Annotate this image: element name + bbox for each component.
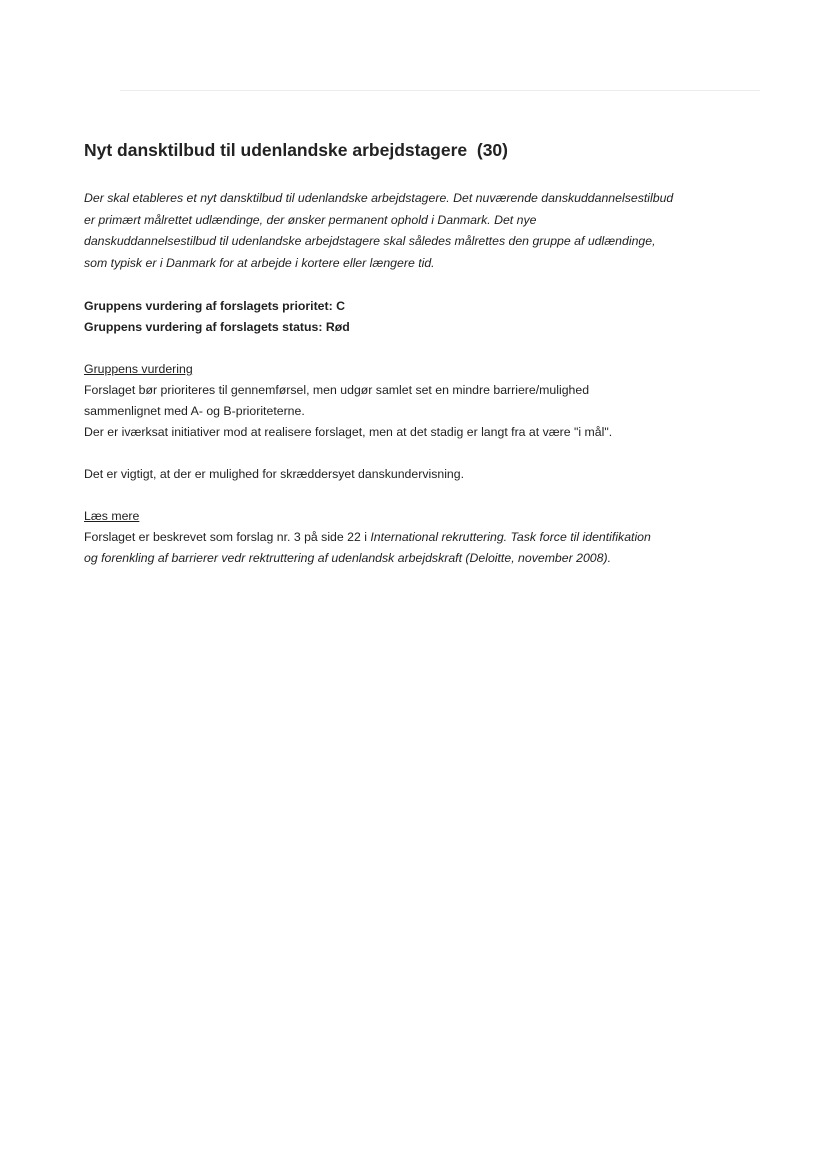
faint-bleed-through-line [120, 90, 760, 91]
intro-line: danskuddannelsestilbud til udenlandske arbejdstagere skal således målrettes den gruppe af udlændinge, [84, 234, 656, 248]
status-assessment: Gruppens vurdering af forslagets status: Rød [84, 320, 350, 334]
intro-line: er primært målrettet udlændinge, der ønsker permanent ophold i Danmark. Det nye [84, 212, 537, 227]
read-more-section [84, 506, 744, 569]
evaluation-line: Forslaget bør prioriteres til gennemførsel, men udgør samlet set en mindre barriere/mulighed [84, 383, 590, 397]
document-title: Nyt dansktilbud til udenlandske arbejdstagere (30) [84, 140, 508, 160]
intro-paragraph [84, 188, 744, 274]
assessment-block [84, 296, 744, 338]
evaluation-section [84, 359, 744, 485]
evaluation-note: Det er vigtigt, at der er mulighed for skræddersyet danskundervisning. [84, 467, 465, 481]
evaluation-line: Der er iværksat initiativer mod at realisere forslaget, men at det stadig er langt fra at være "i mål". [84, 425, 613, 439]
read-more-line [84, 527, 744, 548]
intro-line: som typisk er i Danmark for at arbejde i kortere eller længere tid. [84, 255, 435, 270]
reference-title-part1: International rekruttering. Task force til identifikation [370, 530, 651, 544]
document-content [84, 136, 744, 569]
evaluation-line: sammenlignet med A- og B-prioriteterne. [84, 404, 305, 418]
evaluation-heading: Gruppens vurdering [84, 362, 193, 376]
read-more-prefix: Forslaget er beskrevet som forslag nr. 3 på side 22 i [84, 530, 371, 544]
intro-line: Der skal etableres et nyt dansktilbud til udenlandske arbejdstagere. Det nuværende danskuddannelsestilbud [84, 191, 674, 205]
priority-assessment: Gruppens vurdering af forslagets prioritet: C [84, 299, 346, 313]
reference-title-part2: og forenkling af barrierer vedr rektruttering af udenlandsk arbejdskraft (Deloitte, november 2008). [84, 551, 611, 565]
paragraph-spacer [84, 443, 744, 464]
read-more-heading: Læs mere [84, 509, 140, 523]
